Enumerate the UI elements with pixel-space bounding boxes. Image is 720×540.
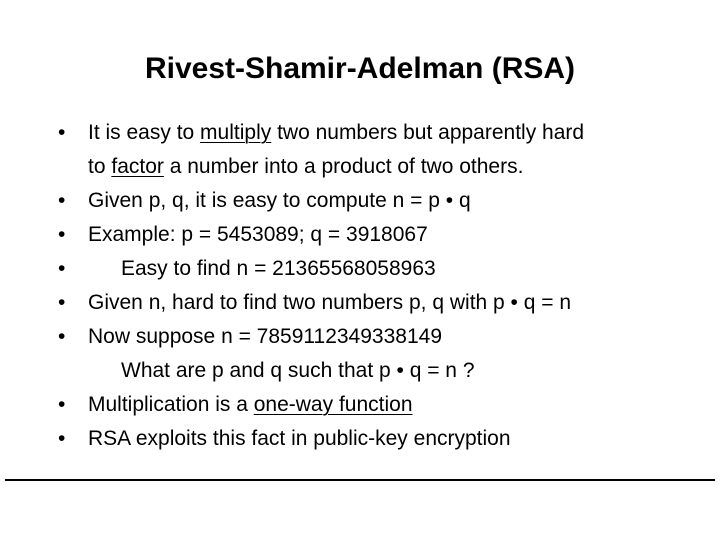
underlined-term-one-way-function: one-way function xyxy=(253,393,413,416)
bullet-item-easy-find xyxy=(58,252,698,286)
text-segment: Multiplication is a xyxy=(88,393,254,416)
bullet-marker: • xyxy=(58,121,66,144)
bullet-item-given-n xyxy=(58,286,698,320)
bullet-text: Example: p = 5453089; q = 3918067 xyxy=(88,223,428,246)
bullet-text: Given p, q, it is easy to compute n = p • q xyxy=(88,189,471,212)
bullet-item-multiply xyxy=(58,116,698,184)
bullet-marker: • xyxy=(58,325,66,348)
bullet-text: RSA exploits this fact in public-key encryption xyxy=(88,427,511,450)
bullet-marker: • xyxy=(58,223,66,246)
horizontal-rule xyxy=(5,479,715,481)
text-segment: to xyxy=(88,155,112,178)
bullet-marker: • xyxy=(58,189,66,212)
bullet-marker: • xyxy=(58,393,66,416)
bullet-item-example xyxy=(58,218,698,252)
bullet-item-given-pq xyxy=(58,184,698,218)
bullet-item-one-way xyxy=(58,388,698,422)
bullet-text xyxy=(88,388,698,422)
bullet-marker: • xyxy=(58,427,66,450)
text-segment: a number into a product of two others. xyxy=(163,155,524,178)
slide-title: Rivest-Shamir-Adelman (RSA) xyxy=(144,52,576,85)
bullet-marker: • xyxy=(58,257,66,280)
bullet-item-now-suppose xyxy=(58,320,698,388)
text-segment: two numbers but apparently hard xyxy=(271,121,585,144)
underlined-term-factor: factor xyxy=(111,155,164,178)
bullet-text: Now suppose n = 7859112349338149 xyxy=(88,325,442,348)
bullet-list xyxy=(58,116,698,456)
bullet-text: Given n, hard to find two numbers p, q with p • q = n xyxy=(88,291,572,314)
bullet-text xyxy=(88,116,698,150)
bullet-text-continuation xyxy=(88,150,698,184)
bullet-item-rsa-exploits xyxy=(58,422,698,456)
bullet-marker: • xyxy=(58,291,66,314)
underlined-term-multiply: multiply xyxy=(200,121,272,144)
bullet-text: Easy to find n = 21365568058963 xyxy=(121,257,436,280)
bullet-text-question: What are p and q such that p • q = n ? xyxy=(121,359,475,382)
text-segment: It is easy to xyxy=(88,121,201,144)
